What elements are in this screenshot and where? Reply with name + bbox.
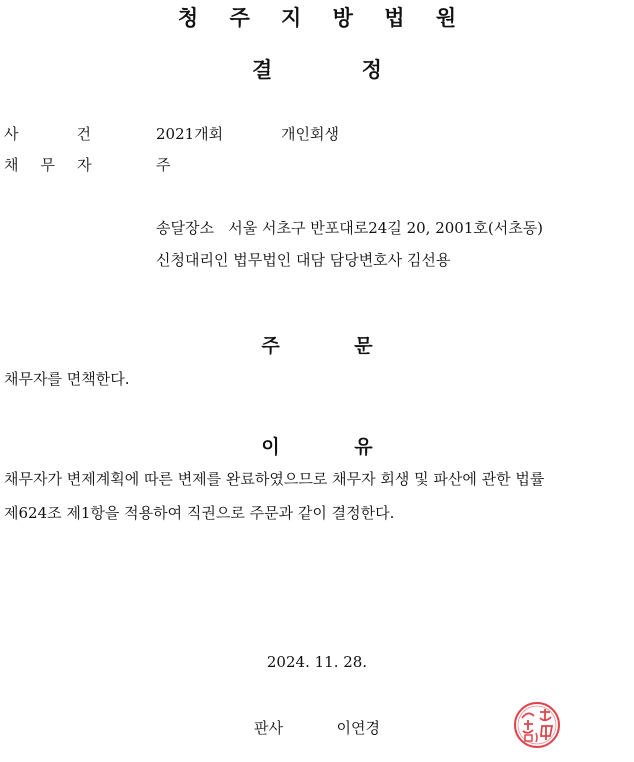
- delivery-address: 서울 서초구 반포대로24길 20, 2001호(서초동): [228, 219, 544, 237]
- case-number: 2021개회: [156, 125, 224, 143]
- debtor-value: 주: [156, 156, 171, 174]
- order-heading: 주 문: [261, 335, 373, 357]
- document-type: 결 정: [252, 58, 382, 82]
- reason-line-2: 제624조 제1항을 적용하여 직권으로 주문과 같이 결정한다.: [4, 504, 395, 522]
- reason-heading: 이 유: [261, 436, 373, 458]
- judge-name: 이연경: [336, 719, 381, 737]
- order-text: 채무자를 면책한다.: [4, 370, 130, 388]
- delivery-label: 송달장소: [156, 219, 214, 237]
- debtor-row: [4, 155, 114, 175]
- delivery-row: [156, 218, 543, 238]
- judge-title: 판사: [253, 719, 283, 737]
- agent-label: 신청대리인: [156, 251, 229, 269]
- court-name: 청 주 지 방 법 원: [177, 6, 469, 30]
- agent-value: 법무법인 대담 담당변호사 김선용: [233, 251, 451, 269]
- case-label: 사건: [4, 125, 149, 143]
- agent-row: [156, 250, 450, 270]
- case-title: 개인회생: [281, 125, 339, 143]
- case-row: [4, 124, 223, 144]
- reason-line-1: 채무자가 변제계획에 따른 변제를 완료하였으므로 채무자 회생 및 파산에 관한 법률: [4, 470, 545, 488]
- decision-date: 2024. 11. 28.: [266, 653, 368, 671]
- court-seal-icon: [512, 700, 562, 750]
- debtor-label: 채무자: [4, 156, 114, 174]
